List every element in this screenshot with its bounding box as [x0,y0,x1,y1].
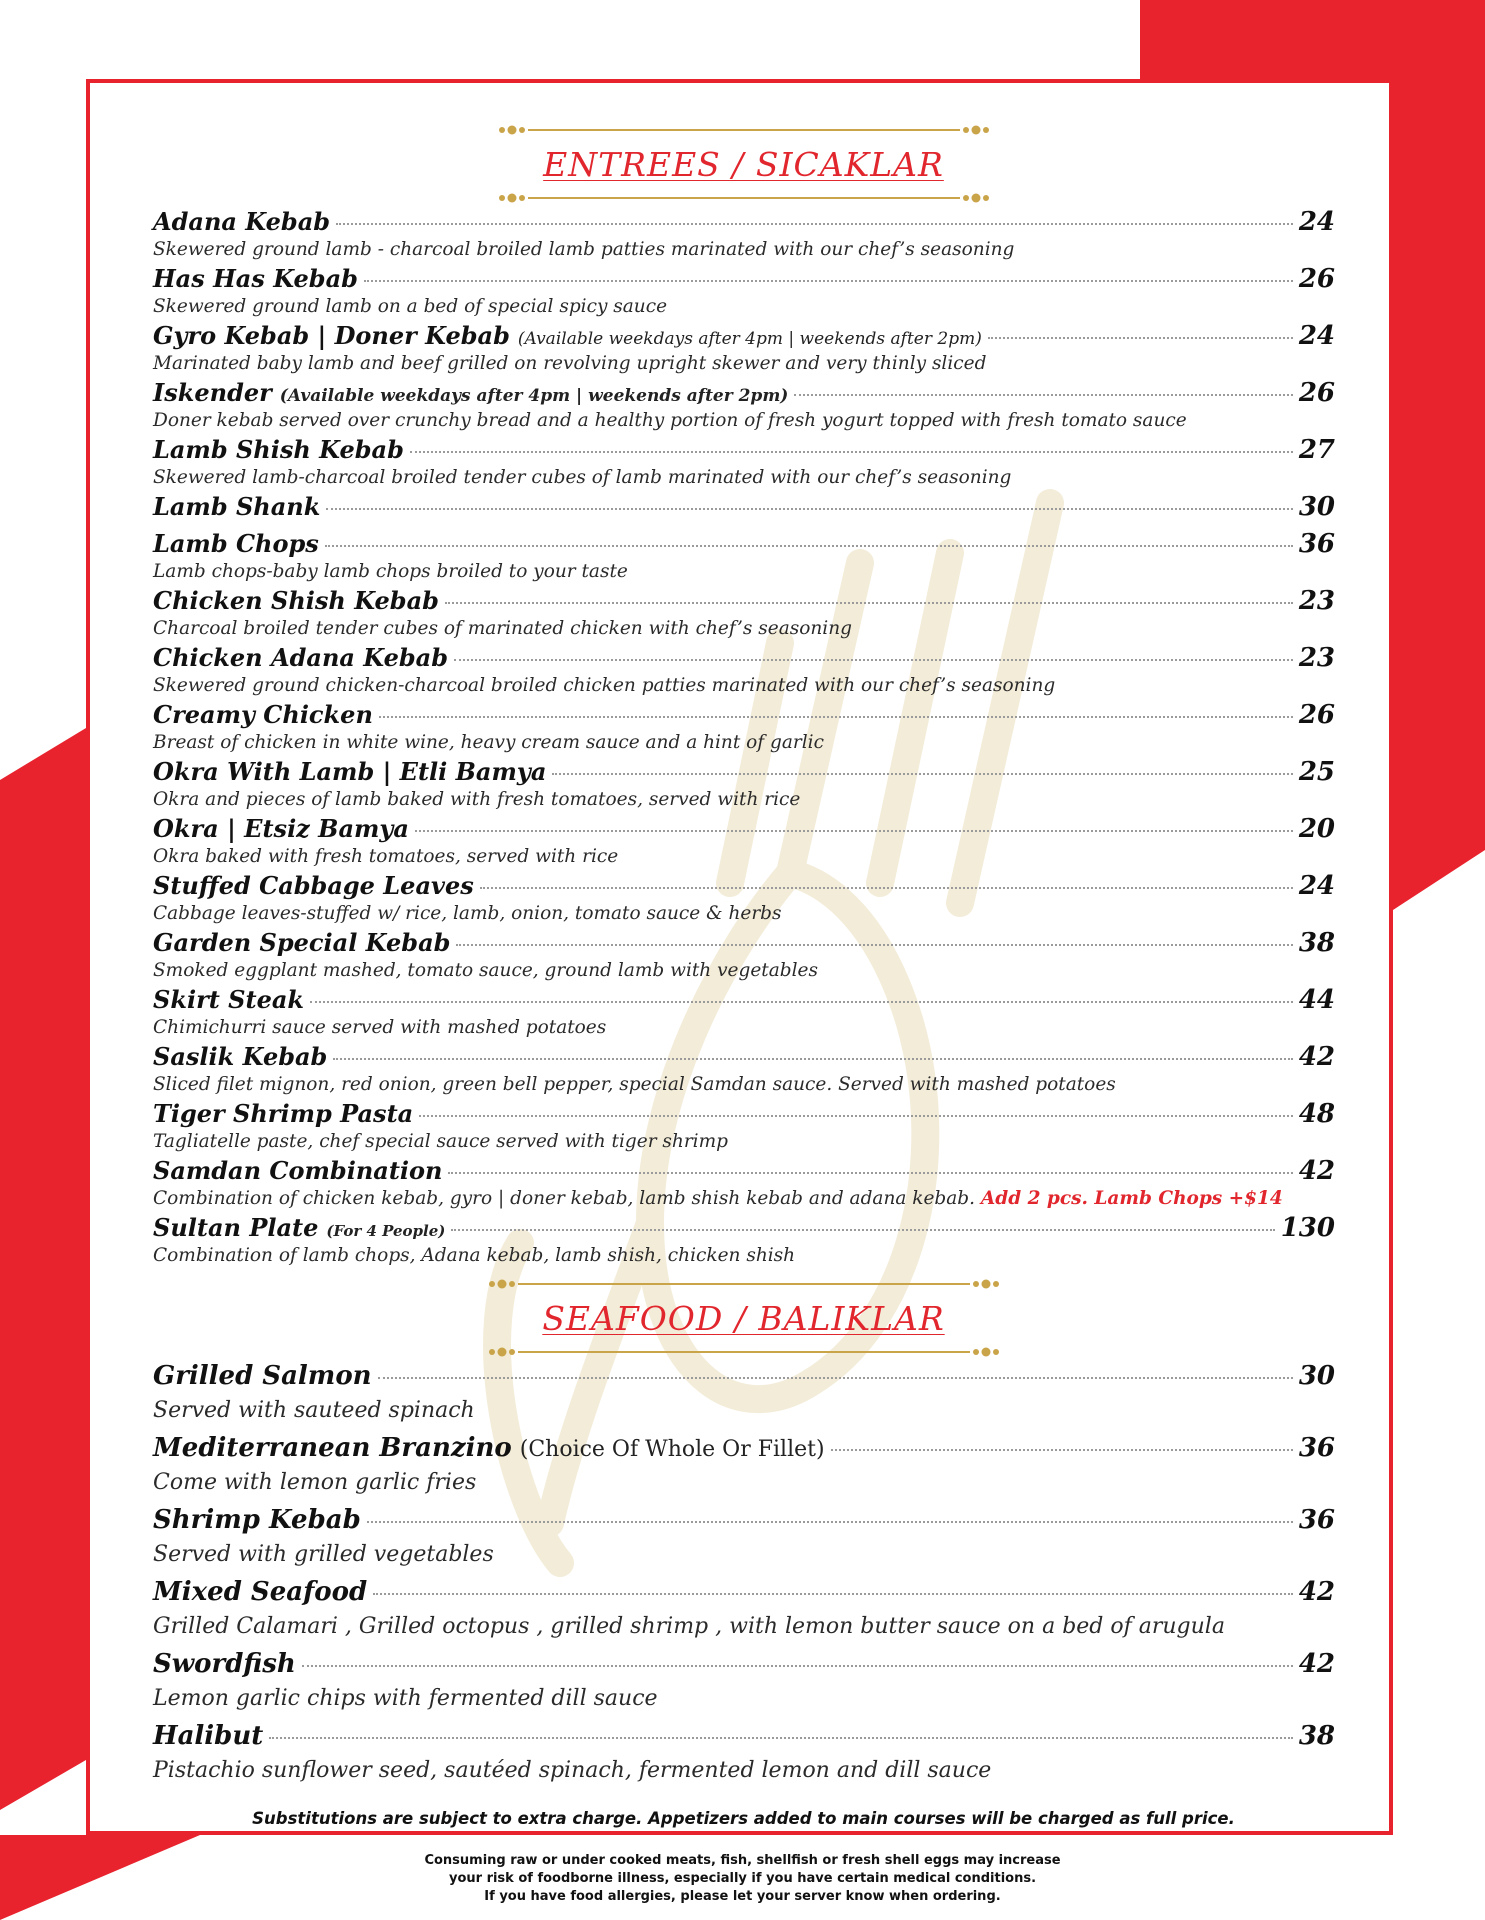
item-name: Lamb Shank [153,492,321,521]
item-description: Breast of chicken in white wine, heavy cream sauce and a hint of garlic [153,732,824,753]
dot-leader [302,1664,1293,1667]
item-name: Swordfish [153,1649,296,1679]
entrees-title: ENTREES / SICAKLAR [543,145,944,184]
item-name: Sultan Plate [153,1213,319,1242]
item-price: 25 [1298,757,1335,787]
dot-leader [415,829,1293,832]
item-name: Okra | Etsiz Bamya [153,814,409,843]
item-note: (Choice Of Whole Or Fillet) [519,1437,825,1462]
item-description-text: Combination of chicken kebab, gyro | doner kebab, lamb shish kebab and adana kebab. [153,1188,976,1209]
item-price: 48 [1298,1099,1335,1129]
entrees-header [90,123,1397,205]
dot-leader [445,601,1293,604]
item-price: 24 [1298,321,1335,351]
item-price: 24 [1298,207,1335,237]
item-name: Garden Special Kebab [153,928,451,957]
item-description: Skewered ground lamb on a bed of special spicy sauce [153,296,668,317]
item-name: Grilled Salmon [153,1361,372,1391]
item-name: Tiger Shrimp Pasta [153,1099,414,1128]
item-price: 38 [1298,1721,1335,1751]
item-price: 38 [1298,928,1335,958]
list-item [153,1505,1335,1577]
gold-divider-ornament-icon [494,123,994,137]
item-price: 36 [1298,529,1335,559]
list-item [153,1433,1335,1505]
item-price: 42 [1298,1156,1335,1186]
list-item [153,529,1335,586]
item-name: Mixed Seafood [153,1577,368,1607]
item-price: 130 [1280,1213,1335,1243]
item-price: 30 [1298,492,1335,522]
list-item [153,1649,1335,1721]
dot-leader [831,1448,1293,1451]
dot-leader [336,222,1293,225]
dot-leader [448,1171,1292,1174]
dot-leader [373,1592,1293,1595]
item-price: 26 [1298,378,1335,408]
item-name: Stuffed Cabbage Leaves [153,871,474,900]
item-description [153,1188,1335,1210]
item-name: Saslik Kebab [153,1042,328,1071]
item-name: Shrimp Kebab [153,1505,361,1535]
item-price: 42 [1298,1042,1335,1072]
item-price: 42 [1298,1577,1335,1607]
item-description: Sliced filet mignon, red onion, green bell pepper, special Samdan sauce. Served with mashed potatoes [153,1074,1116,1095]
gold-divider-ornament-icon [484,1345,1004,1359]
list-item [153,643,1335,700]
item-note: (Available weekdays after 4pm | weekends after 2pm) [279,386,789,406]
item-description: Grilled Calamari , Grilled octopus , grilled shrimp , with lemon butter sauce on a bed of arugula [153,1614,1225,1639]
list-item [153,435,1335,492]
dot-leader [480,886,1293,889]
seafood-header [90,1277,1397,1359]
dot-leader [988,336,1293,339]
list-item [153,264,1335,321]
item-description: Cabbage leaves-stuffed w/ rice, lamb, onion, tomato sauce & herbs [153,903,782,924]
item-price: 42 [1298,1649,1335,1679]
dot-leader [451,1228,1274,1231]
item-name: Gyro Kebab | Doner Kebab [153,321,510,350]
item-price: 30 [1298,1361,1335,1391]
list-item [153,814,1335,871]
item-description: Chimichurri sauce served with mashed potatoes [153,1017,607,1038]
item-name: Okra With Lamb | Etli Bamya [153,757,547,786]
item-name: Iskender [153,378,272,407]
dot-leader [419,1114,1293,1117]
item-price: 36 [1298,1505,1335,1535]
item-note: (For 4 People) [326,1222,446,1240]
item-name: Chicken Shish Kebab [153,586,439,615]
dot-leader [410,450,1293,453]
item-name: Halibut [153,1721,264,1751]
item-description: Skewered ground lamb - charcoal broiled lamb patties marinated with our chef’s seasoning [153,239,1015,260]
dot-leader [326,507,1292,510]
item-description: Combination of lamb chops, Adana kebab, lamb shish, chicken shish [153,1245,796,1266]
menu-card [86,79,1393,1835]
item-description: Pistachio sunflower seed, sautéed spinach, fermented lemon and dill sauce [153,1758,992,1783]
item-name: Has Has Kebab [153,264,358,293]
item-price: 27 [1298,435,1335,465]
item-name: Chicken Adana Kebab [153,643,449,672]
item-price: 26 [1298,700,1335,730]
item-price: 26 [1298,264,1335,294]
item-description: Come with lemon garlic fries [153,1470,477,1495]
dot-leader [379,715,1293,718]
list-item [153,492,1335,529]
seafood-list [153,1361,1335,1793]
list-item [153,985,1335,1042]
item-price: 36 [1298,1433,1335,1463]
list-item [153,757,1335,814]
disclaimer-line: If you have food allergies, please let your server know when ordering. [484,1889,1001,1904]
dot-leader [310,1000,1293,1003]
list-item [153,1721,1335,1793]
item-price: 44 [1298,985,1335,1015]
item-description: Tagliatelle paste, chef special sauce served with tiger shrimp [153,1131,728,1152]
item-name: Skirt Steak [153,985,305,1014]
dot-leader [333,1057,1292,1060]
item-description: Served with grilled vegetables [153,1542,494,1567]
item-note: (Available weekdays after 4pm | weekends after 2pm) [517,329,982,349]
dot-leader [454,658,1293,661]
substitutions-note: Substitutions are subject to extra charge. Appetizers added to main courses will be charged as full price. [252,1809,1235,1828]
item-description: Okra baked with fresh tomatoes, served with rice [153,846,619,867]
item-description: Charcoal broiled tender cubes of marinated chicken with chef’s seasoning [153,618,852,639]
item-description: Okra and pieces of lamb baked with fresh tomatoes, served with rice [153,789,801,810]
dot-leader [367,1520,1293,1523]
dot-leader [456,943,1292,946]
list-item [153,700,1335,757]
dot-leader [269,1736,1293,1739]
list-item [153,207,1335,264]
item-description: Skewered lamb-charcoal broiled tender cubes of lamb marinated with our chef’s seasoning [153,467,1012,488]
item-name: Lamb Shish Kebab [153,435,404,464]
item-description: Skewered ground chicken-charcoal broiled chicken patties marinated with our chef’s seasoning [153,675,1056,696]
list-item [153,1156,1335,1213]
dot-leader [325,544,1293,547]
entrees-list [153,207,1335,1270]
item-price: 24 [1298,871,1335,901]
item-description: Marinated baby lamb and beef grilled on revolving upright skewer and very thinly sliced [153,353,987,374]
item-price: 23 [1298,643,1335,673]
item-name: Mediterranean Branzino [153,1433,512,1463]
item-description: Served with sauteed spinach [153,1398,475,1423]
addon-offer: Add 2 pcs. Lamb Chops +$14 [980,1188,1283,1209]
list-item [153,871,1335,928]
item-name: Samdan Combination [153,1156,443,1185]
disclaimer-line: your risk of foodborne illness, especially if you have certain medical conditions. [448,1871,1037,1886]
item-name: Creamy Chicken [153,700,373,729]
list-item [153,1577,1335,1649]
dot-leader [378,1376,1293,1379]
item-price: 23 [1298,586,1335,616]
disclaimer-line: Consuming raw or under cooked meats, fish, shellfish or fresh shell eggs may increase [424,1853,1061,1868]
item-description: Lamb chops-baby lamb chops broiled to your taste [153,561,628,582]
list-item [153,1042,1335,1099]
dot-leader [364,279,1293,282]
item-description: Smoked eggplant mashed, tomato sauce, ground lamb with vegetables [153,960,818,981]
gold-divider-ornament-icon [494,191,994,205]
list-item [153,586,1335,643]
list-item [153,1361,1335,1433]
list-item [153,1099,1335,1156]
dot-leader [552,772,1292,775]
item-description: Doner kebab served over crunchy bread and a healthy portion of fresh yogurt topped with fresh tomato sauce [153,410,1187,431]
dot-leader [794,393,1292,396]
item-price: 20 [1298,814,1335,844]
item-description: Lemon garlic chips with fermented dill sauce [153,1686,658,1711]
list-item [153,378,1335,435]
item-name: Lamb Chops [153,529,319,558]
seafood-title: SEAFOOD / BALIKLAR [542,1299,945,1338]
item-name: Adana Kebab [153,207,331,236]
food-safety-disclaimer [0,1852,1485,1906]
list-item [153,928,1335,985]
list-item [153,1213,1335,1270]
gold-divider-ornament-icon [484,1277,1004,1291]
list-item [153,321,1335,378]
